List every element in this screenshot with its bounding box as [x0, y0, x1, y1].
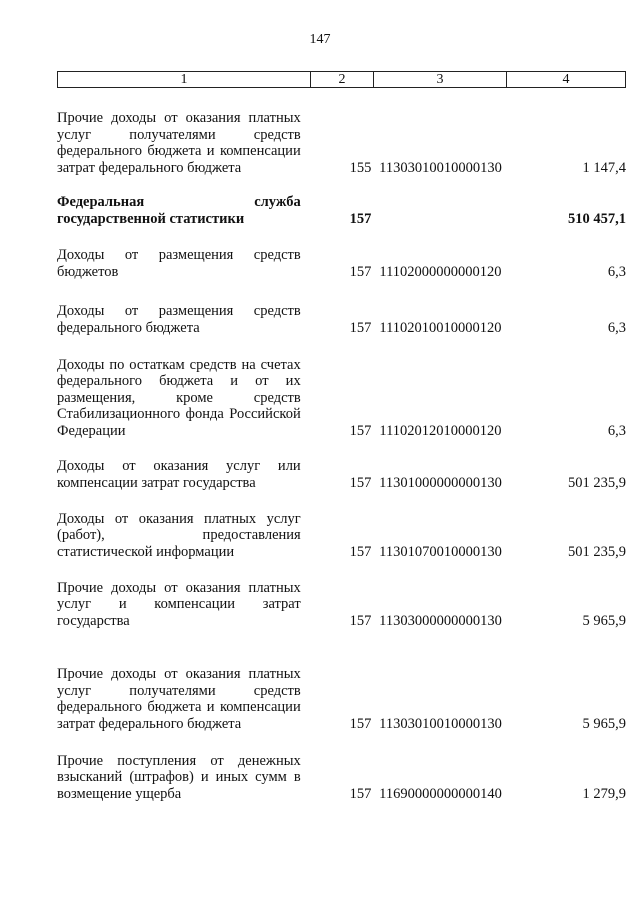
- row-amount: 5 965,9: [582, 612, 626, 629]
- row-code: 155: [349, 159, 372, 176]
- row-description: Федеральная служба государственной статистики: [57, 194, 301, 227]
- table-row: [57, 629, 626, 732]
- row-kbk: 11102000000000120: [379, 263, 502, 280]
- row-kbk: 11303010010000130: [379, 159, 502, 176]
- row-kbk: 11690000000000140: [379, 785, 502, 802]
- row-description: Доходы по остаткам средств на счетах федерального бюджета и от их размещения, кроме средств Стабилизационного фонда Российской Федерации: [57, 356, 301, 439]
- row-code: 157: [349, 612, 372, 629]
- row-description: Прочие доходы от оказания платных услуг получателями средств федерального бюджета и компенсации затрат федерального бюджета: [57, 666, 301, 732]
- table-row: [57, 491, 626, 560]
- table-row: [57, 560, 626, 629]
- row-amount: 6,3: [607, 319, 626, 336]
- row-amount: 5 965,9: [582, 715, 626, 732]
- header-col-3: 3: [374, 72, 507, 87]
- row-description: Прочие доходы от оказания платных услуг и компенсации затрат государства: [57, 579, 301, 629]
- table-row: [57, 336, 626, 439]
- row-kbk: 11301000000000130: [379, 474, 502, 491]
- header-col-4: 4: [562, 72, 570, 87]
- row-kbk: 11301070010000130: [379, 543, 502, 560]
- row-amount: 6,3: [607, 422, 626, 439]
- page-number: 147: [309, 32, 331, 47]
- row-kbk: 11102010010000120: [379, 319, 502, 336]
- row-description: Доходы от размещения средств федерального бюджета: [57, 303, 301, 336]
- row-amount: 6,3: [607, 263, 626, 280]
- row-code: 157: [349, 319, 372, 336]
- table-row: [57, 227, 626, 280]
- table-row: [57, 732, 626, 802]
- row-kbk: 11303010010000130: [379, 715, 502, 732]
- table-row: [57, 176, 626, 227]
- row-code: 157: [349, 474, 372, 491]
- row-amount: 501 235,9: [568, 543, 626, 560]
- row-description: Прочие поступления от денежных взысканий (штрафов) и иных сумм в возмещение ущерба: [57, 752, 301, 802]
- row-code: 157: [349, 785, 372, 802]
- header-col-2: 2: [311, 72, 374, 87]
- row-code: 157: [349, 210, 372, 227]
- row-description: Доходы от оказания платных услуг (работ), предоставления статистической информации: [57, 510, 301, 560]
- row-amount: 1 279,9: [582, 785, 626, 802]
- row-code: 157: [349, 543, 372, 560]
- row-kbk: 11102012010000120: [379, 422, 502, 439]
- table-header: [57, 71, 626, 88]
- row-description: Доходы от размещения средств бюджетов: [57, 247, 301, 280]
- row-amount: 510 457,1: [568, 210, 626, 227]
- row-description: Прочие доходы от оказания платных услуг получателями средств федерального бюджета и компенсации затрат федерального бюджета: [57, 110, 301, 176]
- row-kbk: 11303000000000130: [379, 612, 502, 629]
- row-amount: 1 147,4: [582, 159, 626, 176]
- row-code: 157: [349, 715, 372, 732]
- table-row: [57, 280, 626, 336]
- row-code: 157: [349, 263, 372, 280]
- row-code: 157: [349, 422, 372, 439]
- table-row: [57, 91, 626, 176]
- table-row: [57, 439, 626, 491]
- table-body: [57, 91, 626, 802]
- row-amount: 501 235,9: [568, 474, 626, 491]
- header-col-1: 1: [58, 72, 311, 87]
- row-description: Доходы от оказания услуг или компенсации затрат государства: [57, 458, 301, 491]
